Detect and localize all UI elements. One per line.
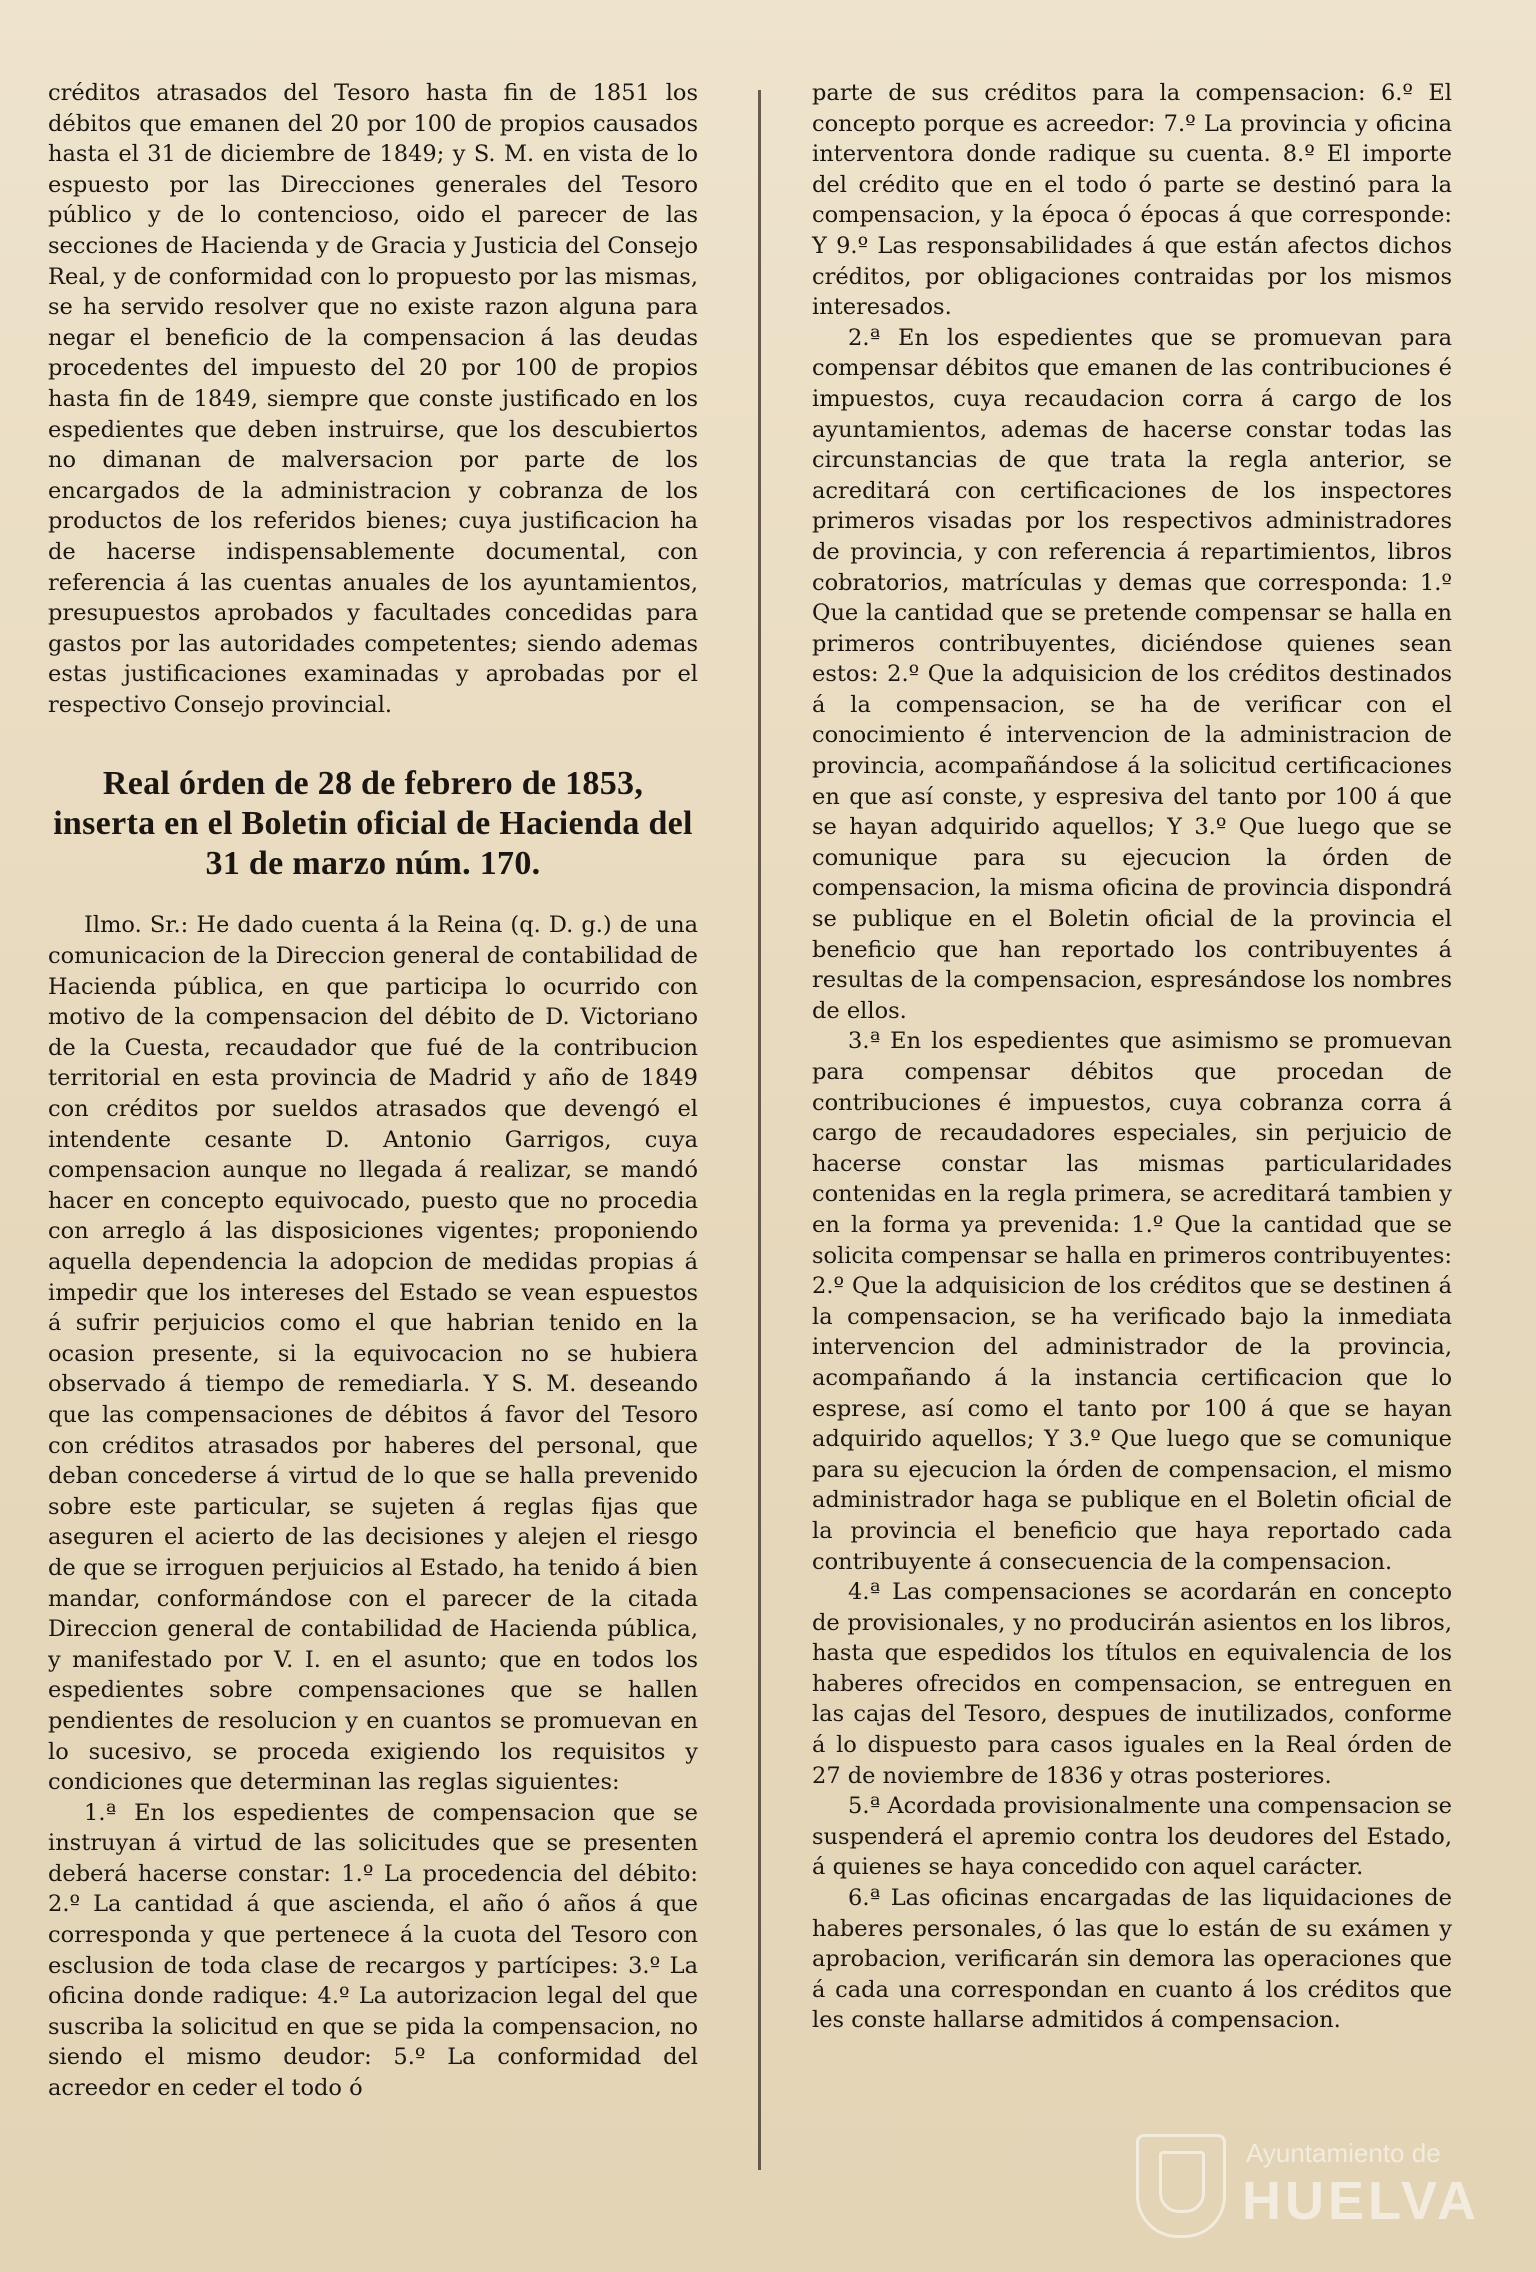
left-column — [48, 78, 698, 2104]
watermark-line-1: Ayuntamiento de — [1246, 2138, 1441, 2168]
left-paragraph-ilmo: Ilmo. Sr.: He dado cuenta á la Reina (q. D. g.) de una comunicacion de la Direccion general de contabilidad de Hacienda pública, en que participa lo ocurrido con motivo de la compensacion del débito de D. Victoriano de la Cuesta, recaudador que fué de la contribucion territorial en esta provincia de Madrid y año de 1849 con créditos por sueldos atrasados que devengó el intendente cesante D. Antonio Garrigos, cuya compensacion aunque no llegada á realizar, se mandó hacer en concepto equivocado, puesto que no procedia con arreglo á las disposiciones vigentes; proponiendo aquella dependencia la adopcion de medidas propias á impedir que los intereses del Estado se vean espuestos á sufrir perjuicios como el que habrian tenido en la ocasion presente, si la equivocacion no se hubiera observado á tiempo de remediarla. Y S. M. deseando que las compensaciones de débitos á favor del Tesoro con créditos atrasados por haberes del personal, que deban concederse á virtud de lo que se halla prevenido sobre este particular, se sujeten á reglas fijas que aseguren el acierto de las decisiones y alejen el riesgo de que se irroguen perjuicios al Estado, ha tenido á bien mandar, conformándose con el parecer de la citada Direccion general de contabilidad de Hacienda pública, y manifestado por V. I. en el asunto; que en todos los espedientes sobre compensaciones que se hallen pendientes de resolucion y en cuantos se promuevan en lo sucesivo, se proceda exigiendo los requisitos y condiciones que determinan las reglas siguientes: — [48, 912, 698, 1796]
right-paragraph-rule-6: 6.ª Las oficinas encargadas de las liquidaciones de haberes personales, ó las que lo están de su exámen y aprobacion, verificarán sin demora las operaciones que á cada una correspondan en cuanto á los créditos que les conste hallarse admitidos á compensacion. — [812, 1885, 1452, 2034]
coat-of-arms-icon — [1136, 2134, 1226, 2238]
left-paragraph-rule-1: 1.ª En los espedientes de compensacion que se instruyan á virtud de las solicitudes que se presenten deberá hacerse constar: 1.º La procedencia del débito: 2.º La cantidad á que ascienda, el año ó años á que corresponda y que pertenece á la cuota del Tesoro con esclusion de toda clase de recargos y partícipes: 3.º La oficina donde radique: 4.º La autorizacion legal del que suscriba la solicitud en que se pida la compensacion, no siendo el mismo deudor: 5.º La conformidad del acreedor en ceder el todo ó — [48, 1799, 698, 2102]
real-orden-heading: Real órden de 28 de febrero de 1853, inserta en el Boletin oficial de Hacienda del 31 de marzo núm. 170. — [53, 765, 693, 883]
column-divider — [758, 90, 761, 2170]
right-paragraph-rule-5: 5.ª Acordada provisionalmente una compensacion se suspenderá el apremio contra los deudores del Estado, á quienes se haya concedido con aquel carácter. — [812, 1793, 1452, 1881]
right-paragraph-rule-2: 2.ª En los espedientes que se promuevan para compensar débitos que emanen de las contribuciones é impuestos, cuya recaudacion corra á cargo de los ayuntamientos, ademas de hacerse constar todas las circunstancias de que trata la regla anterior, se acreditará con certificaciones de los inspectores primeros visadas por los respectivos administradores de provincia, y con referencia á repartimientos, libros cobratorios, matrículas y demas que corresponda: 1.º Que la cantidad que se pretende compensar se halla en primeros contribuyentes, diciéndose quienes sean estos: 2.º Que la adquisicion de los créditos destinados á la compensacion, se ha de verificar con el conocimiento é intervencion de la administracion de provincia, acompañándose á la solicitud certificaciones en que así conste, y espresiva del tanto por 100 á que se hayan adquirido aquellos; Y 3.º Que luego que se comunique para su ejecucion la órden de compensacion, la misma oficina de provincia dispondrá se publique en el Boletin oficial de la provincia el beneficio que han reportado los contribuyentes á resultas de la compensacion, espresándose los nombres de ellos. — [812, 324, 1452, 1024]
left-paragraph-continuation: créditos atrasados del Tesoro hasta fin de 1851 los débitos que emanen del 20 por 100 de propios causados hasta el 31 de diciembre de 1849; y S. M. en vista de lo espuesto por las Direcciones generales del Tesoro público y de lo contencioso, oido el parecer de las secciones de Hacienda y de Gracia y Justicia del Consejo Real, y de conformidad con lo propuesto por las mismas, se ha servido resolver que no existe razon alguna para negar el beneficio de la compensacion á las deudas procedentes del impuesto del 20 por 100 de propios hasta fin de 1849, siempre que conste justificado en los espedientes que deben instruirse, que los descubiertos no dimanan de malversacion por parte de los encargados de la administracion y cobranza de los productos de los referidos bienes; cuya justificacion ha de hacerse indispensablemente documental, con referencia á las cuentas anuales de los ayuntamientos, presupuestos aprobados y facultades concedidas para gastos por las autoridades competentes; siendo ademas estas justificaciones examinadas y aprobadas por el respectivo Consejo provincial. — [48, 80, 698, 718]
right-paragraph-continuation: parte de sus créditos para la compensacion: 6.º El concepto porque es acreedor: 7.º La provincia y oficina interventora donde radique su cuenta. 8.º El importe del crédito que en el todo ó parte se destinó para la compensacion, y la época ó épocas á que corresponde: Y 9.º Las responsabilidades á que están afectos dichos créditos, por obligaciones contraidas por los mismos interesados. — [812, 80, 1452, 321]
right-paragraph-rule-4: 4.ª Las compensaciones se acordarán en concepto de provisionales, y no producirán asientos en los libros, hasta que espedidos los títulos en equivalencia de los haberes ofrecidos en compensacion, se entreguen en las cajas del Tesoro, despues de inutilizados, conforme á lo dispuesto para casos iguales en la Real órden de 27 de noviembre de 1836 y otras posteriores. — [812, 1579, 1452, 1789]
ayuntamiento-watermark — [1136, 2128, 1496, 2238]
watermark-line-2: HUELVA — [1242, 2171, 1480, 2231]
right-column — [812, 78, 1452, 2036]
right-paragraph-rule-3: 3.ª En los espedientes que asimismo se promuevan para compensar débitos que procedan de contribuciones é impuestos, cuya cobranza corra á cargo de recaudadores especiales, sin perjuicio de hacerse constar las mismas particularidades contenidas en la regla primera, se acreditará tambien y en la forma ya prevenida: 1.º Que la cantidad que se solicita compensar se halla en primeros contribuyentes: 2.º Que la adquisicion de los créditos que se destinen á la compensacion, se ha verificado bajo la inmediata intervencion del administrador de la provincia, acompañando á la instancia certificacion que lo esprese, así como el tanto por 100 á que se hayan adquirido aquellos; Y 3.º Que luego que se comunique para su ejecucion la órden de compensacion, el mismo administrador haga se publique en el Boletin oficial de la provincia el beneficio que haya reportado cada contribuyente á consecuencia de la compensacion. — [812, 1028, 1452, 1575]
